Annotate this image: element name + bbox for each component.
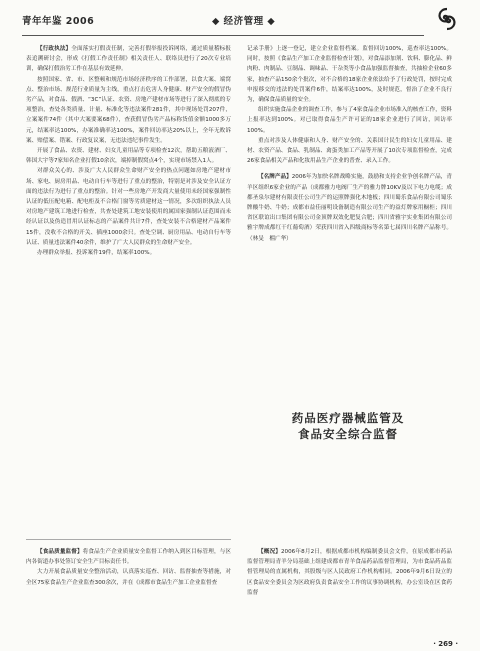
section-tag: 【食品质量监督】 [37,549,83,555]
section-tag: 【名牌产品】 [258,174,292,181]
paragraph [247,172,452,243]
section-title: ◆ 经济管理 ◆ [212,16,276,27]
left-column [26,44,231,258]
paragraph [247,105,452,136]
paragraph [247,547,452,598]
paragraph-text: 2006年8月2日，根据成都市机构编制委员会文件，在原成都市药品监督管理局青羊分局基础上组建成都市青羊食品药品监督管理局，为市食品药品监督管理局的直属机构，其股级与区人民政府工作机构相同。2006年9月6日设立的区食品安全委员会为区政府负责食品安全工作的议事协调机构，办公室设在区食药监督 [247,549,452,596]
right-column [247,44,452,244]
swirl-logo-icon [434,6,460,32]
paragraph-text: 组织实施食品企业的调查工作，参与了4家食品企业市场准入的核查工作，资料上报率达到100%。对已取得食品生产许可证的18家企业进行了回访，回访率100%。 [247,107,452,134]
paragraph-text: 2006年为加快名牌战略实施，鼓励和支持企业争创名牌产品，青羊区组织6家企业的产品（成都雅力电阀厂生产的雅力牌10KV及以下电力电缆；成都圣泉尔建材有限责任公司生产的运照牌强化木地板；四川蜀乐食品有限公司蜀乐牌酸牛奶、牛奶；成都市益佳丽明设备制造有限公司生产的益灯牌家用橱柜；四川省区联谊出口集团有限公司金顶牌双效化肥复合肥；四川省雅宇实业集团有限公司雅宇牌成都红干红葡萄酒）荣获四川省入四级商标等名第七届四川名牌产品称号。（林旻 榴广华） [247,174,452,242]
right-bottom-block [247,547,452,598]
paragraph [26,146,231,166]
section-divider [26,539,231,540]
paragraph-text: 对群众关心的、涉及广大人民群众生命财产安全的热点问题如房地产建材市场、家电、厨房用品、电动自行车等进行了重点的整治，特别是对涉及安全认证方面的违法行为进行了重点的整治。针对一些房地产开发商大量使用未经国家强制性认证的低压配电箱、配电柜及不合格门窗等劣质建材这一情况，多次组织执法人员对房地产建筑工地进行检查，共查处建筑工地安装使用的属国家强制认证范围而未经认证以及伪造冒用认证标志的产品案件共计7件，查处安装不合格建材产品案件15件，没收不合格的开关、插座1000余只。查处空调、厨房用品、电动自行车等认证、质量违法案件40余件，维护了广大人民群众的生命财产安全。 [26,168,231,246]
header-rule [22,35,424,36]
page-number: · 269 · [433,640,458,648]
paragraph [26,248,231,258]
feature-title-line: 食品安全综合监督 [298,427,398,441]
left-bottom-block [26,547,231,588]
paragraph [26,44,231,75]
feature-title [258,410,438,442]
paragraph-text: 开展了食品、农资、建材、妇女儿童用品等专项检查12次，帮助五粮液酒厂、韩国大宇等7家知名企业打假10余次，端掉制假窝点4个，实现市场禁入1人。 [26,148,231,165]
paragraph [26,547,231,567]
paragraph [247,44,452,105]
feature-title-line: 药品医疗器械监管及 [291,411,405,425]
paragraph-text: 按照国家、省、市、区整顿和规范市场经济秩序的工作部署，以食大案、端窝点、整治市场、规范行业质量为主线，重点打击危害人身健康、财产安全的假冒伪劣产品，对食品、假酒、“3C”认证、农资、房地产建材市场等进行了深入彻底的专项整治，查处各类质量、计量、标准化等违法案件281件，其中现场处罚207件，立案案件74件（其中大案要案68件），查获假冒伪劣产品标称货值金额1000多万元，结案率达100%，办案准确率达100%，案件回访率达20%以上，全年无败诉案、赔偿案、错案、行政复议案，无违法违纪事件发生。 [26,76,231,144]
paragraph-text: 办理群众举报、投诉案件19件，结案率100%。 [37,250,156,257]
paragraph-text: 全面落实打假责任制，完善打假举报投诉网络，通过质量稽标报表追溯研讨会，形成《打假工作责任制》相关责任人、联络员进行了20次专业培训，确保打假治劣工作在基层有效延伸。 [26,46,231,73]
paragraph-text: 将食品生产企业质量安全监督工作纳入到区目标管理，与区内各街道办事处签订安全生产目标责任书。 [26,549,231,566]
paragraph-text: 大力开展食品质量安全整治活动，认真落实巡查、回访、监督抽查等措施，对全区75家食品生产企业监查300余次，并在《成都市食品生产加工企业监督查 [26,569,231,586]
section-tag: 【概况】 [258,549,281,555]
paragraph-text: 记录手册》上逐一登记，建立企业监督档案。监督回访100%，巡查率达100%。同时，按照《食品生产加工企业监督检查计划》，对食品添加剂、饮料、膨化品、鲜肉粉、肉制品、豆制品、调味品、干杂类等小食品加强监督抽查，共抽检企业60多家，抽查产品150余个批次，对不合格的18家企业依法给予了行政处罚，按时完成申报移交的违法的处罚案件6件，结案率达100%，及时规范，督治了企业不良行为，确保食品质量的安全。 [247,46,452,104]
paragraph [26,75,231,146]
section-tag: 【行政执法】 [37,46,72,52]
paragraph [26,567,231,587]
paragraph-text: 重点对涉及人体健康和人身、财产安全的、关系国计民生的妇女儿童用品、建材、农资产品、食品、乳制品、禽蛋类加工产品等开展了10次专项监督检查，完成26家食品相关产品和化妆用品生产企业的普查、录入工作。 [247,137,452,165]
page-header [22,10,462,34]
paragraph [26,166,231,248]
publication-title: 青年年鉴 2006 [22,16,95,27]
paragraph [247,136,452,167]
